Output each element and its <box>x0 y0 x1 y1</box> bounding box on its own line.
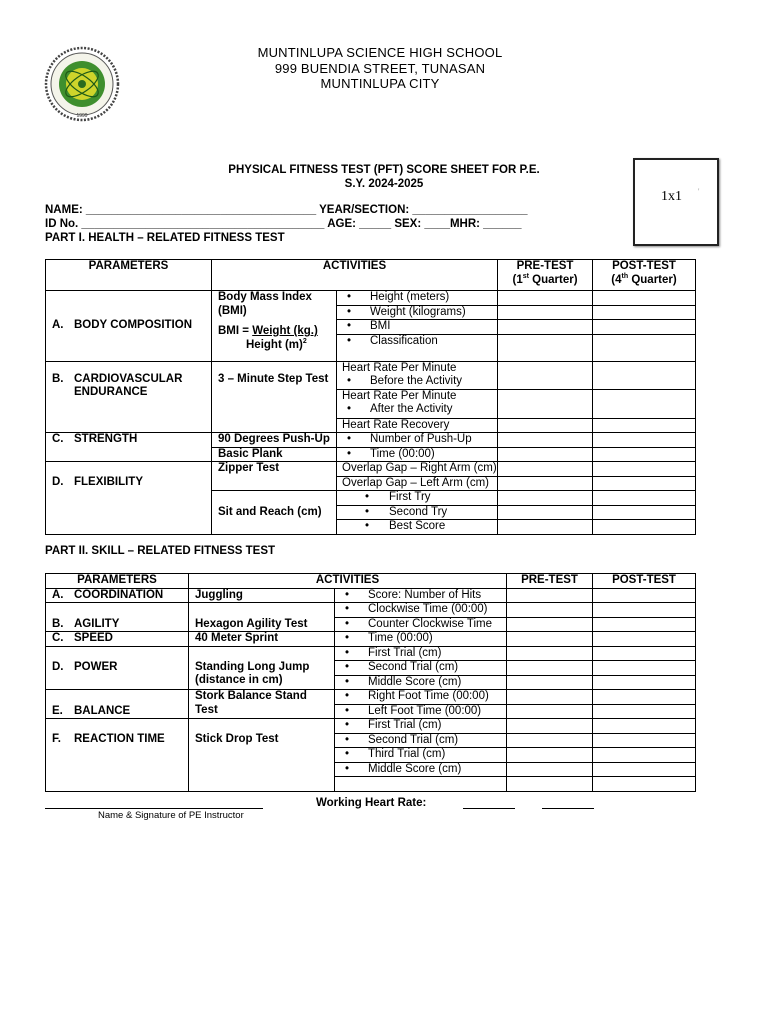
working-heart-rate-blank-1[interactable] <box>463 808 515 809</box>
list-item: • Second Trial (cm) <box>335 661 507 676</box>
zipper-right: Overlap Gap – Right Arm (cm) <box>337 462 498 477</box>
table-row <box>46 690 696 705</box>
list-item: • Classification <box>337 334 498 361</box>
working-heart-rate-blank-2[interactable] <box>542 808 594 809</box>
list-item: • Left Foot Time (00:00) <box>335 704 507 719</box>
empty-activity-cell <box>335 777 507 792</box>
part2-table <box>45 573 696 792</box>
list-item: • Second Try <box>337 505 498 520</box>
school-seal-logo <box>44 45 120 123</box>
activity-zipper: Zipper Test <box>212 462 337 491</box>
pre-test-cell[interactable] <box>498 491 593 506</box>
pre-test-cell[interactable] <box>507 690 593 705</box>
school-city: MUNTINLUPA CITY <box>320 76 440 91</box>
photo-box-label: 1x1 <box>661 189 682 204</box>
post-test-cell[interactable] <box>593 704 696 719</box>
pre-test-cell[interactable] <box>507 762 593 777</box>
table-row <box>46 291 696 306</box>
header-post-test: POST-TEST <box>593 574 696 589</box>
post-test-cell[interactable] <box>593 646 696 661</box>
bmi-formula: BMI = Weight (kg.) <box>218 325 318 337</box>
part2-header-row <box>46 574 696 589</box>
pre-test-cell[interactable] <box>507 588 593 603</box>
post-test-cell[interactable] <box>593 476 696 491</box>
list-item: • Middle Score (cm) <box>335 762 507 777</box>
post-test-cell[interactable] <box>593 320 696 335</box>
param-flexibility: D. FLEXIBILITY <box>46 462 212 535</box>
table-row <box>46 632 696 647</box>
pre-test-cell[interactable] <box>498 389 593 418</box>
header-activities: ACTIVITIES <box>189 574 507 589</box>
pre-test-label: PRE-TEST <box>516 260 574 272</box>
pre-test-cell[interactable] <box>507 632 593 647</box>
header-activities: ACTIVITIES <box>212 260 498 291</box>
pre-test-cell[interactable] <box>498 334 593 361</box>
list-item: • Time (00:00) <box>335 632 507 647</box>
table-row <box>46 719 696 734</box>
param-coordination: A. COORDINATION <box>46 588 189 603</box>
pre-test-cell[interactable] <box>507 733 593 748</box>
list-item: • Right Foot Time (00:00) <box>335 690 507 705</box>
list-item: • BMI <box>337 320 498 335</box>
activity-stork: Stork Balance Stand Test <box>189 690 335 719</box>
post-test-cell[interactable] <box>593 305 696 320</box>
activity-step-test: 3 – Minute Step Test <box>212 361 337 433</box>
header-post-test <box>593 260 696 291</box>
post-test-cell[interactable] <box>593 588 696 603</box>
header-pre-test: PRE-TEST <box>507 574 593 589</box>
post-test-cell[interactable] <box>593 733 696 748</box>
activity-sprint: 40 Meter Sprint <box>189 632 335 647</box>
param-balance: E. BALANCE <box>46 690 189 719</box>
working-heart-rate-label: Working Heart Rate: <box>316 797 427 809</box>
pre-test-cell[interactable] <box>507 603 593 618</box>
post-test-cell[interactable] <box>593 361 696 389</box>
list-item: • Middle Score (cm) <box>335 675 507 690</box>
activity-plank: Basic Plank <box>212 447 337 462</box>
hr-before: Heart Rate Per Minute • Before the Activity <box>337 361 498 389</box>
pre-test-cell[interactable] <box>498 418 593 433</box>
activity-long-jump: Standing Long Jump (distance in cm) <box>189 646 335 690</box>
signature-label: Name & Signature of PE Instructor <box>98 810 244 821</box>
activity-hexagon: Hexagon Agility Test <box>189 603 335 632</box>
post-test-cell[interactable] <box>593 520 696 535</box>
pre-test-quarter: (1st Quarter) <box>512 272 578 286</box>
part1-table <box>45 259 696 535</box>
list-item: • Counter Clockwise Time <box>335 617 507 632</box>
table-row <box>46 462 696 477</box>
list-item: • Third Trial (cm) <box>335 748 507 763</box>
table-row <box>46 588 696 603</box>
school-header <box>180 45 580 92</box>
list-item: • Weight (kilograms) <box>337 305 498 320</box>
param-reaction-time: F. REACTION TIME <box>46 719 189 792</box>
post-test-cell[interactable] <box>593 719 696 734</box>
table-row <box>46 646 696 661</box>
post-test-cell[interactable] <box>593 632 696 647</box>
pre-test-cell[interactable] <box>498 462 593 477</box>
pre-test-cell[interactable] <box>507 646 593 661</box>
list-item: • Best Score <box>337 520 498 535</box>
header-parameters: PARAMETERS <box>46 574 189 589</box>
param-strength: C. STRENGTH <box>46 433 212 462</box>
param-power: D. POWER <box>46 646 189 690</box>
document-title <box>190 163 578 191</box>
id-age-sex-mhr-field[interactable]: ID No. ______________________________________ AGE: _____ SEX: ____MHR: ______ <box>45 218 522 230</box>
activity-juggling: Juggling <box>189 588 335 603</box>
post-test-cell[interactable] <box>593 291 696 306</box>
pre-test-cell[interactable] <box>507 675 593 690</box>
pre-test-cell[interactable] <box>498 320 593 335</box>
table-row <box>46 433 696 448</box>
part2-title: PART II. SKILL – RELATED FITNESS TEST <box>45 545 276 557</box>
zipper-left: Overlap Gap – Left Arm (cm) <box>337 476 498 491</box>
title-line-1: PHYSICAL FITNESS TEST (PFT) SCORE SHEET FOR P.E. <box>228 164 540 176</box>
post-test-cell[interactable] <box>593 748 696 763</box>
post-test-cell[interactable] <box>593 462 696 477</box>
list-item: • Clockwise Time (00:00) <box>335 603 507 618</box>
list-item: • First Try <box>337 491 498 506</box>
activity-sit-reach: Sit and Reach (cm) <box>212 491 337 535</box>
list-item: • First Trial (cm) <box>335 646 507 661</box>
pre-test-cell[interactable] <box>498 433 593 448</box>
post-test-cell[interactable] <box>593 661 696 676</box>
post-test-cell[interactable] <box>593 447 696 462</box>
post-test-cell[interactable] <box>593 675 696 690</box>
post-test-cell[interactable] <box>593 418 696 433</box>
post-test-quarter: (4th Quarter) <box>611 272 677 286</box>
pre-test-cell[interactable] <box>507 704 593 719</box>
post-test-cell[interactable] <box>593 617 696 632</box>
table-row <box>46 361 696 389</box>
part1-title: PART I. HEALTH – RELATED FITNESS TEST <box>45 232 285 244</box>
part1-header-row <box>46 260 696 291</box>
activity-stick-drop: Stick Drop Test <box>189 719 335 792</box>
param-speed: C. SPEED <box>46 632 189 647</box>
list-item: • Number of Push-Up <box>337 433 498 448</box>
list-item: • First Trial (cm) <box>335 719 507 734</box>
post-test-label: POST-TEST <box>612 260 676 272</box>
school-street: 999 BUENDIA STREET, TUNASAN <box>274 60 486 76</box>
table-row <box>46 603 696 618</box>
signature-line[interactable] <box>45 808 263 809</box>
post-test-cell[interactable] <box>593 433 696 448</box>
svg-text:1999: 1999 <box>76 113 88 119</box>
pre-test-cell[interactable] <box>498 505 593 520</box>
title-line-2: S.Y. 2024-2025 <box>344 178 424 190</box>
post-test-cell[interactable] <box>593 603 696 618</box>
list-item: • Second Trial (cm) <box>335 733 507 748</box>
photo-box <box>633 158 719 246</box>
param-body-composition: A. BODY COMPOSITION <box>46 291 212 362</box>
post-test-cell[interactable] <box>593 334 696 361</box>
school-name: MUNTINLUPA SCIENCE HIGH SCHOOL <box>257 45 503 60</box>
pre-test-cell[interactable] <box>498 520 593 535</box>
hr-after: Heart Rate Per Minute • After the Activity <box>337 389 498 418</box>
list-item: • Time (00:00) <box>337 447 498 462</box>
pre-test-cell[interactable] <box>498 476 593 491</box>
photo-box-mark: ' <box>698 187 700 196</box>
list-item: • Height (meters) <box>337 291 498 306</box>
param-cardiovascular: B. CARDIOVASCULAR ENDURANCE <box>46 361 212 433</box>
pre-test-cell[interactable] <box>498 305 593 320</box>
name-year-section-field[interactable]: NAME: ____________________________________ YEAR/SECTION: __________________ <box>45 204 528 216</box>
pre-test-cell[interactable] <box>507 748 593 763</box>
post-test-cell[interactable] <box>593 491 696 506</box>
activity-pushup: 90 Degrees Push-Up <box>212 433 337 448</box>
list-item: • Score: Number of Hits <box>335 588 507 603</box>
pre-test-cell[interactable] <box>507 777 593 792</box>
header-parameters: PARAMETERS <box>46 260 212 291</box>
post-test-cell[interactable] <box>593 690 696 705</box>
pre-test-cell[interactable] <box>507 719 593 734</box>
pre-test-cell[interactable] <box>498 291 593 306</box>
hr-recovery: Heart Rate Recovery <box>337 418 498 433</box>
header-pre-test <box>498 260 593 291</box>
activity-bmi: Body Mass Index (BMI) BMI = Weight (kg.) Height $(m)^2$ <box>212 291 337 362</box>
pre-test-cell[interactable] <box>507 617 593 632</box>
post-test-cell[interactable] <box>593 777 696 792</box>
param-agility: B. AGILITY <box>46 603 189 632</box>
pre-test-cell[interactable] <box>507 661 593 676</box>
post-test-cell[interactable] <box>593 762 696 777</box>
post-test-cell[interactable] <box>593 389 696 418</box>
pre-test-cell[interactable] <box>498 447 593 462</box>
post-test-cell[interactable] <box>593 505 696 520</box>
pre-test-cell[interactable] <box>498 361 593 389</box>
